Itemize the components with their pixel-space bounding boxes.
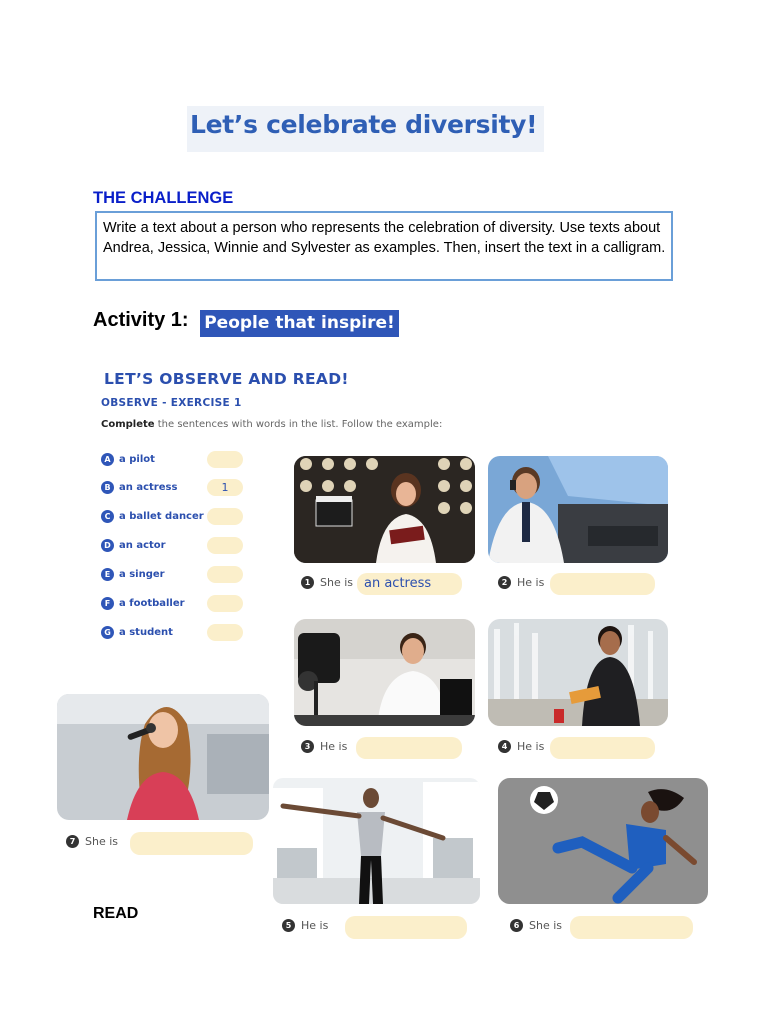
word-list-item: [101, 450, 155, 468]
activity-label: Activity 1:: [93, 309, 189, 331]
letter-badge: B: [101, 481, 114, 494]
word-list-item: [101, 507, 204, 525]
word-answer-box[interactable]: [207, 595, 243, 612]
caption-number: 6: [510, 919, 523, 932]
caption-text: He is: [517, 576, 545, 589]
photo-student: [488, 619, 668, 726]
caption-text: She is: [529, 919, 563, 932]
photo-singer: [57, 694, 269, 820]
word-list-item: [101, 594, 185, 612]
actor-illustration: [294, 619, 475, 726]
caption-text: She is: [320, 576, 354, 589]
word-answer-box[interactable]: [207, 508, 243, 525]
photo-pilot: [488, 456, 668, 563]
answer-field-4[interactable]: [550, 737, 655, 759]
word-label: an actress: [119, 481, 178, 493]
letter-badge: F: [101, 597, 114, 610]
word-label: a footballer: [119, 597, 185, 609]
exercise-subheading: OBSERVE - EXERCISE 1: [101, 397, 242, 409]
caption-number: 7: [66, 835, 79, 848]
letter-badge: E: [101, 568, 114, 581]
word-label: a pilot: [119, 453, 155, 465]
letter-badge: D: [101, 539, 114, 552]
caption-text: He is: [517, 740, 545, 753]
word-answer-box[interactable]: [207, 537, 243, 554]
word-list-item: [101, 623, 173, 641]
caption-5: [282, 919, 328, 932]
word-answer-box[interactable]: [207, 624, 243, 641]
word-list-item: [101, 536, 166, 554]
word-answer-box[interactable]: [207, 451, 243, 468]
word-label: a singer: [119, 568, 165, 580]
photo-actor: [294, 619, 475, 726]
challenge-text: Write a text about a person who represents the celebration of diversity. Use texts about Andrea, Jessica, Winnie and Sylvester as examples. Then, insert the text in a calligram.: [103, 220, 666, 256]
word-list-item: [101, 565, 165, 583]
challenge-heading: THE CHALLENGE: [93, 189, 234, 207]
student-illustration: [488, 619, 668, 726]
pilot-illustration: [488, 456, 668, 563]
caption-text: He is: [320, 740, 348, 753]
word-label: a student: [119, 626, 173, 638]
activity-badge: People that inspire!: [200, 310, 399, 337]
word-label: an actor: [119, 539, 166, 551]
caption-number: 3: [301, 740, 314, 753]
actress-illustration: [294, 456, 475, 563]
caption-number: 1: [301, 576, 314, 589]
caption-6: [510, 919, 562, 932]
caption-4: [498, 740, 544, 753]
caption-2: [498, 576, 544, 589]
answer-field-6[interactable]: [570, 916, 693, 939]
page-title: Let’s celebrate diversity!: [190, 110, 538, 139]
photo-footballer: [498, 778, 708, 904]
caption-1: [301, 576, 353, 589]
caption-3: [301, 740, 347, 753]
ballet-dancer-illustration: [273, 778, 480, 904]
caption-7: [66, 835, 118, 848]
letter-badge: C: [101, 510, 114, 523]
answer-field-2[interactable]: [550, 573, 655, 595]
word-answer-box[interactable]: [207, 566, 243, 583]
photo-actress: [294, 456, 475, 563]
instruction-rest: the sentences with words in the list. Follow the example:: [154, 419, 443, 430]
word-list-item: [101, 478, 177, 496]
letter-badge: G: [101, 626, 114, 639]
photo-ballet-dancer: [273, 778, 480, 904]
caption-number: 2: [498, 576, 511, 589]
caption-text: He is: [301, 919, 329, 932]
answer-field-3[interactable]: [356, 737, 462, 759]
read-heading: READ: [93, 905, 139, 922]
singer-illustration: [57, 694, 269, 820]
answer-field-7[interactable]: [130, 832, 253, 855]
exercise-heading: LET’S OBSERVE AND READ!: [104, 370, 349, 388]
word-label: a ballet dancer: [119, 510, 204, 522]
footballer-illustration: [498, 778, 708, 904]
instruction-bold: Complete: [101, 419, 155, 430]
caption-text: She is: [85, 835, 119, 848]
caption-number: 4: [498, 740, 511, 753]
caption-number: 5: [282, 919, 295, 932]
answer-field-1[interactable]: an actress: [357, 573, 462, 595]
exercise-instruction: [101, 419, 442, 430]
word-answer-box[interactable]: 1: [207, 479, 243, 496]
answer-field-5[interactable]: [345, 916, 467, 939]
letter-badge: A: [101, 453, 114, 466]
